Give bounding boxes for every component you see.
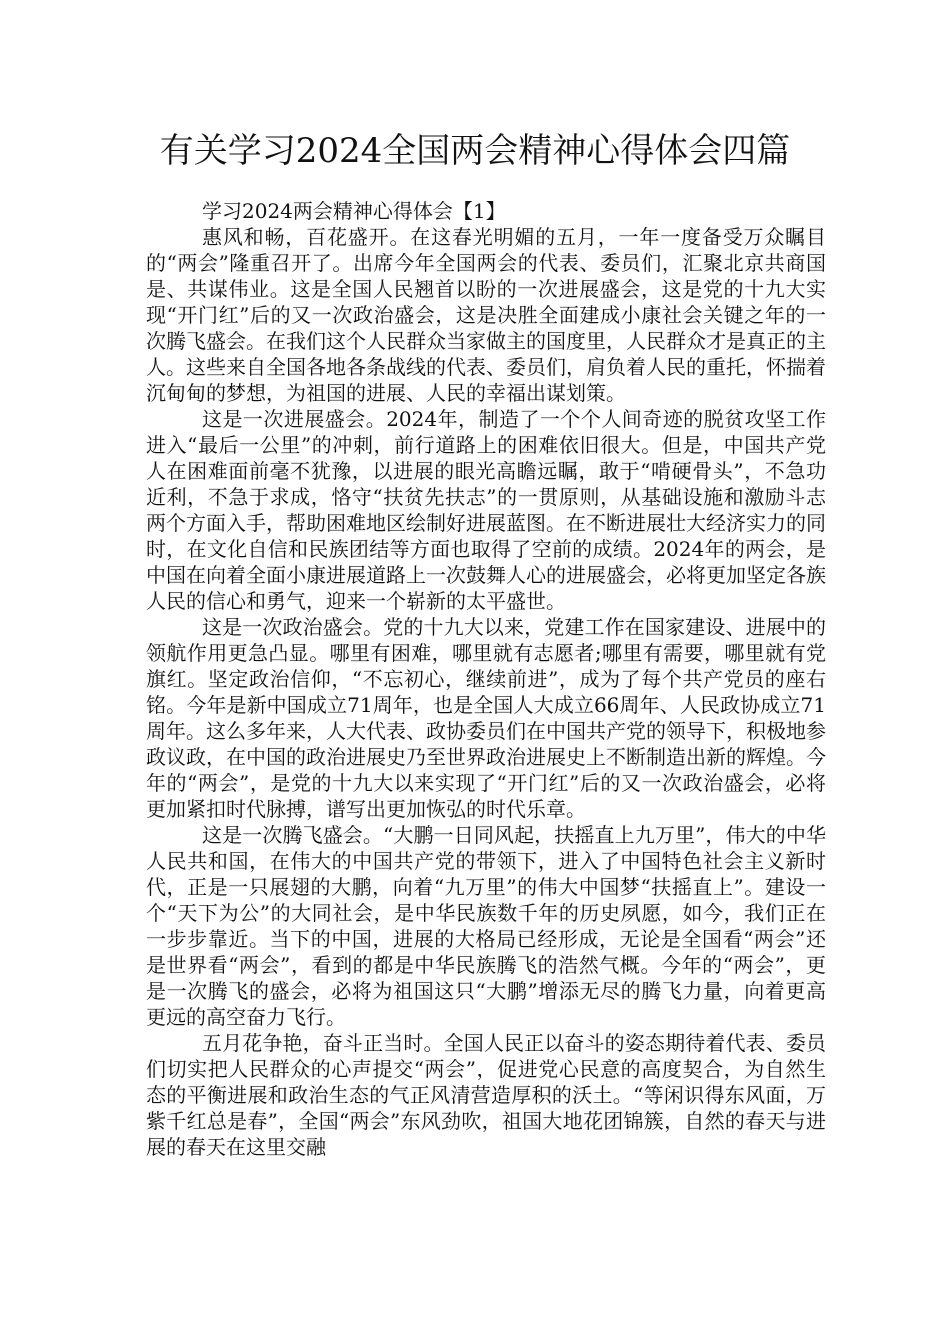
paragraph-2: 这是一次进展盛会。2024年，制造了一个个人间奇迹的脱贫攻坚工作进入“最后一公里”的冲刺，前行道路上的困难依旧很大。但是，中国共产党人在困难面前毫不犹豫，以进展的眼光高瞻远瞩，敢于“啃硬骨头”，不急功近利，不急于求成，恪守“扶贫先扶志”的一贯原则，从基础设施和激励斗志两个方面入手，帮助困难地区绘制好进展蓝图。在不断进展壮大经济实力的同时，在文化自信和民族团结等方面也取得了空前的成绩。2024年的两会，是中国在向着全面小康进展道路上一次鼓舞人心的进展盛会，必将更加坚定各族人民的信心和勇气，迎来一个崭新的太平盛世。 [146, 407, 826, 613]
paragraph-3: 这是一次政治盛会。党的十九大以来，党建工作在国家建设、进展中的领航作用更急凸显。哪里有困难，哪里就有志愿者;哪里有需要，哪里就有党旗红。坚定政治信仰，“不忘初心，继续前进”，成为了每个共产党员的座右铭。今年是新中国成立71周年，也是全国人大成立66周年、人民政协成立71周年。这么多年来，人大代表、政协委员们在中国共产党的领导下，积极地参政议政，在中国的政治进展史乃至世界政治进展史上不断制造出新的辉煌。今年的“两会”，是党的十九大以来实现了“开门红”后的又一次政治盛会，必将更加紧扣时代脉搏，谱写出更加恢弘的时代乐章。 [146, 615, 826, 821]
document-body [146, 198, 826, 1160]
document-title: 有关学习2024全国两会精神心得体会四篇 [159, 131, 791, 171]
section-heading: 学习2024两会精神心得体会【1】 [202, 199, 506, 223]
paragraph-1: 惠风和畅，百花盛开。在这春光明媚的五月，一年一度备受万众瞩目的“两会”隆重召开了。出席今年全国两会的代表、委员们，汇聚北京共商国是、共谋伟业。这是全国人民翘首以盼的一次进展盛会，这是党的十九大实现“开门红”后的又一次政治盛会，这是决胜全面建成小康社会关键之年的一次腾飞盛会。在我们这个人民群众当家做主的国度里，人民群众才是真正的主人。这些来自全国各地各条战线的代表、委员们，肩负着人民的重托，怀揣着沉甸甸的梦想，为祖国的进展、人民的幸福出谋划策。 [146, 225, 826, 405]
paragraph-4: 这是一次腾飞盛会。“大鹏一日同风起，扶摇直上九万里”，伟大的中华人民共和国，在伟大的中国共产党的带领下，进入了中国特色社会主义新时代，正是一只展翅的大鹏，向着“九万里”的伟大中国梦“扶摇直上”。建设一个“天下为公”的大同社会，是中华民族数千年的历史夙愿，如今，我们正在一步步靠近。当下的中国，进展的大格局已经形成，无论是全国看“两会”还是世界看“两会”，看到的都是中华民族腾飞的浩然气概。今年的“两会”，更是一次腾飞的盛会，必将为祖国这只“大鹏”增添无尽的腾飞力量，向着更高更远的高空奋力飞行。 [146, 823, 826, 1029]
paragraph-5: 五月花争艳，奋斗正当时。全国人民正以奋斗的姿态期待着代表、委员们切实把人民群众的心声提交“两会”，促进党心民意的高度契合，为自然生态的平衡进展和政治生态的气正风清营造厚积的沃土。“等闲识得东风面，万紫千红总是春”，全国“两会”东风劲吹，祖国大地花团锦簇，自然的春天与进展的春天在这里交融 [146, 1031, 826, 1159]
